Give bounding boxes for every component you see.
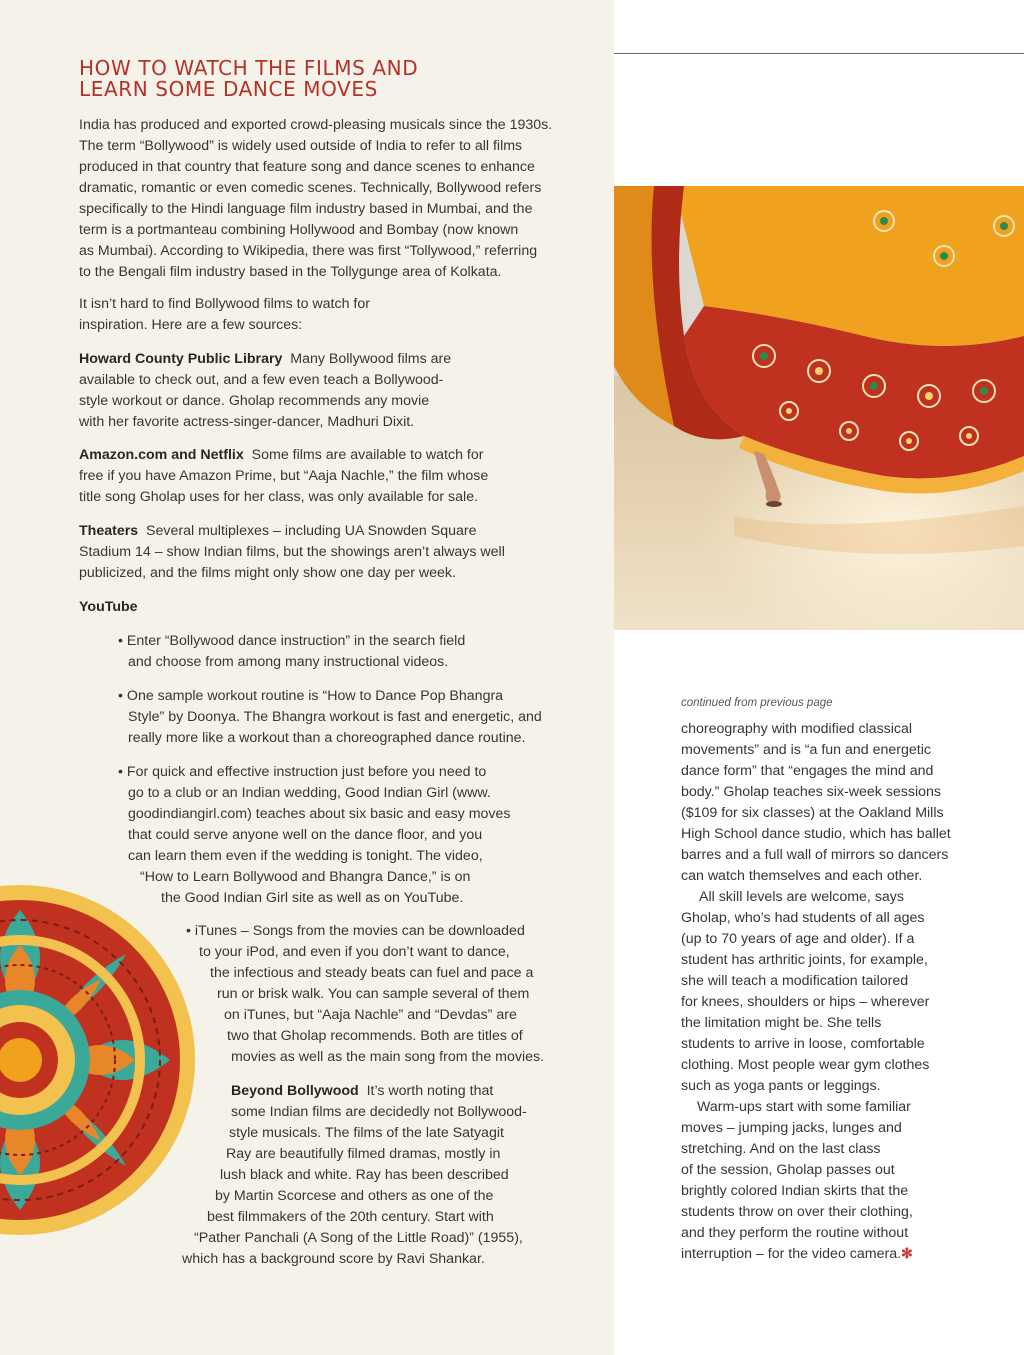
text-line: she will teach a modification tailored [681, 973, 909, 989]
heading-line-2: LEARN SOME DANCE MOVES [79, 77, 378, 101]
text-line: • One sample workout routine is “How to Dance Pop Bhangra [118, 688, 504, 704]
end-mark-icon: ✻ [901, 1246, 913, 1262]
text-line: to the Bengali film industry based in the Tollygunge area of Kolkata. [79, 264, 502, 280]
text-line: the Good Indian Girl site as well as on YouTube. [161, 890, 464, 906]
text-line: run or brisk walk. You can sample several of them [217, 986, 530, 1002]
theaters-title: Theaters [79, 523, 139, 539]
text-line: stretching. And on the last class [681, 1141, 881, 1157]
text-line: best filmmakers of the 20th century. Start with [207, 1209, 494, 1225]
youtube-heading [79, 597, 279, 618]
text-line: students throw on over their clothing, [681, 1204, 913, 1220]
text-line: lush black and white. Ray has been described [220, 1167, 509, 1183]
text-line: India has produced and exported crowd-pleasing musicals since the 1930s. [79, 117, 553, 133]
intro-paragraph [79, 115, 553, 283]
text-line: by Martin Scorcese and others as one of the [215, 1188, 494, 1204]
text-line: two that Gholap recommends. Both are titles of [227, 1028, 523, 1044]
text-line: term is a portmanteau combining Hollywood and Bombay (now known [79, 222, 519, 238]
dancer-skirt-image [614, 186, 1024, 630]
text-line: High School dance studio, which has ballet [681, 826, 951, 842]
text-line: such as yoga pants or leggings. [681, 1078, 881, 1094]
text-line: The term “Bollywood” is widely used outside of India to refer to all films [79, 138, 523, 154]
text-line: Warm-ups start with some familiar [697, 1099, 911, 1115]
text-line: and choose from among many instructional videos. [128, 654, 449, 670]
text-line: All skill levels are welcome, says [699, 889, 904, 905]
text-line: the infectious and steady beats can fuel and pace a [210, 965, 534, 981]
text-line: and they perform the routine without [681, 1225, 909, 1241]
text-line: student has arthritic joints, for example, [681, 952, 928, 968]
text-line: style workout or dance. Gholap recommends any movie [79, 393, 430, 409]
text-line: free if you have Amazon Prime, but “Aaja Nachle,” the film whose [79, 468, 489, 484]
text-line: title song Gholap uses for her class, was only available for sale. [79, 489, 479, 505]
text-line: • Enter “Bollywood dance instruction” in the search field [118, 633, 466, 649]
bullet-item [118, 686, 542, 749]
text-line: • iTunes – Songs from the movies can be downloaded [186, 923, 525, 939]
text-line: movies as well as the main song from the movies. [231, 1049, 545, 1065]
text-line: Stadium 14 – show Indian films, but the showings aren’t always well [79, 544, 505, 560]
bullet-item [186, 921, 546, 1068]
text-line: choreography with modified classical [681, 721, 913, 737]
text-line: moves – jumping jacks, lunges and [681, 1120, 902, 1136]
text-line: brightly colored Indian skirts that the [681, 1183, 909, 1199]
continued-label: continued from previous page [681, 697, 833, 709]
text-line: ($109 for six classes) at the Oakland Mills [681, 805, 944, 821]
text-line: dance form” that “engages the mind and [681, 763, 934, 779]
sources-intro-paragraph [79, 294, 399, 336]
text-line: publicized, and the films might only show one day per week. [79, 565, 456, 581]
text-line: produced in that country that feature song and dance scenes to enhance [79, 159, 535, 175]
text-line: can learn them even if the wedding is tonight. The video, [128, 848, 483, 864]
text-line: that could serve anyone well on the dance floor, and you [128, 827, 483, 843]
youtube-title: YouTube [79, 599, 138, 615]
text-line: can watch themselves and each other. [681, 868, 923, 884]
bullet-item [118, 631, 478, 673]
text-line: specifically to the Hindi language film industry based in Mumbai, and the [79, 201, 533, 217]
text-line: style musicals. The films of the late Satyagit [229, 1125, 504, 1141]
beyond-bollywood-paragraph [160, 1081, 540, 1270]
text-line: available to check out, and a few even teach a Bollywood- [79, 372, 444, 388]
text-line: inspiration. Here are a few sources: [79, 317, 303, 333]
text-line: the limitation might be. She tells [681, 1015, 882, 1031]
beyond-title: Beyond Bollywood [231, 1083, 359, 1099]
text-line: to your iPod, and even if you don’t want to dance, [199, 944, 510, 960]
text-line: dramatic, romantic or even comedic scenes. Technically, Bollywood refers [79, 180, 542, 196]
text-line: really more like a workout than a choreographed dance routine. [128, 730, 526, 746]
text-line: Gholap, who’s had students of all ages [681, 910, 925, 926]
text-line: students to arrive in loose, comfortable [681, 1036, 925, 1052]
text-line: Style” by Doonya. The Bhangra workout is fast and energetic, and [128, 709, 542, 725]
text-line: of the session, Gholap passes out [681, 1162, 895, 1178]
right-column-text [681, 719, 971, 1265]
text-line: Several multiplexes – including UA Snowden Square [146, 523, 477, 539]
dancer-photo [614, 186, 1024, 630]
text-line: Many Bollywood films are [290, 351, 452, 367]
text-line: It’s worth noting that [366, 1083, 494, 1099]
text-line: “Pather Panchali (A Song of the Little Road)” (1955), [194, 1230, 523, 1246]
text-line: “How to Learn Bollywood and Bhangra Dance,” is on [140, 869, 471, 885]
text-line: as Mumbai). According to Wikipedia, there was first “Tollywood,” referring [79, 243, 538, 259]
text-line: • For quick and effective instruction just before you need to [118, 764, 487, 780]
library-paragraph [79, 349, 459, 433]
heading-line-1: HOW TO WATCH THE FILMS AND [79, 56, 419, 80]
text-line: interruption – for the video camera. [681, 1246, 902, 1262]
bullet-item [118, 762, 518, 909]
text-line: Ray are beautifully filmed dramas, mostly in [226, 1146, 501, 1162]
text-line: which has a background score by Ravi Shankar. [182, 1251, 485, 1267]
text-line: on iTunes, but “Aaja Nachle” and “Devdas” are [224, 1007, 517, 1023]
text-line: goodindiangirl.com) teaches about six basic and easy moves [128, 806, 511, 822]
text-line: for knees, shoulders or hips – wherever [681, 994, 930, 1010]
text-line: body.” Gholap teaches six-week sessions [681, 784, 941, 800]
top-rule [614, 53, 1024, 54]
text-line: barres and a full wall of mirrors so dancers [681, 847, 949, 863]
amazon-title: Amazon.com and Netflix [79, 447, 244, 463]
text-line: clothing. Most people wear gym clothes [681, 1057, 930, 1073]
text-line: It isn’t hard to find Bollywood films to watch for [79, 296, 370, 312]
section-heading [79, 58, 599, 100]
library-title: Howard County Public Library [79, 351, 283, 367]
text-line: some Indian films are decidedly not Bollywood- [231, 1104, 527, 1120]
text-line: go to a club or an Indian wedding, Good Indian Girl (www. [128, 785, 491, 801]
text-line: movements” and is “a fun and energetic [681, 742, 931, 758]
theaters-paragraph [79, 521, 509, 584]
text-line: with her favorite actress-singer-dancer, Madhuri Dixit. [79, 414, 415, 430]
text-line: (up to 70 years of age and older). If a [681, 931, 915, 947]
amazon-paragraph [79, 445, 499, 508]
text-line: Some films are available to watch for [251, 447, 484, 463]
